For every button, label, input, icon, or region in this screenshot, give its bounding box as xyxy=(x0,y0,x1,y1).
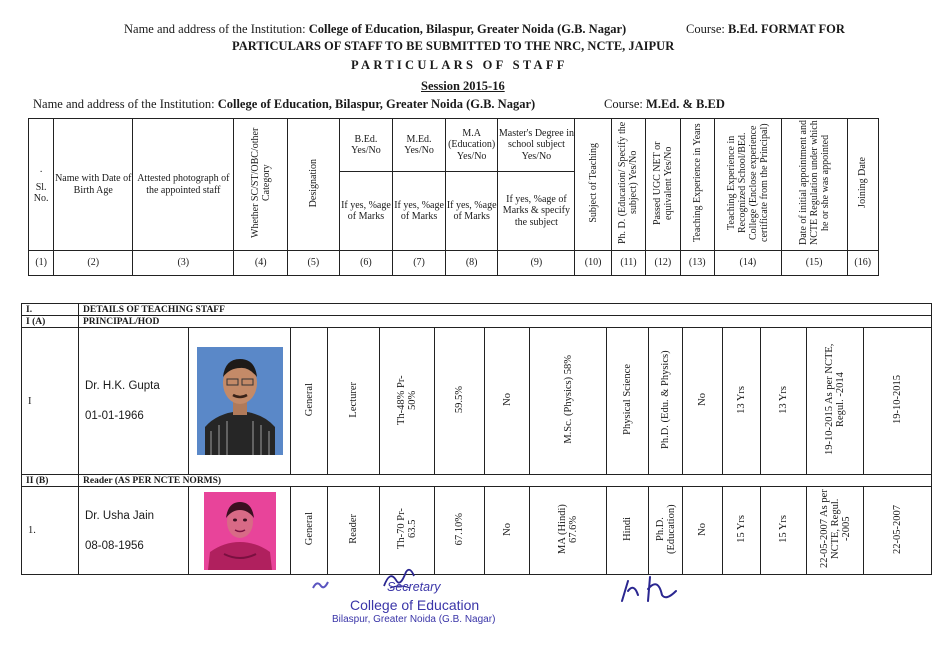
section-title: PRINCIPAL/HOD xyxy=(79,316,932,328)
col-ma-bottom: If yes, %age of Marks xyxy=(445,172,498,251)
staff-photo-cell xyxy=(189,328,291,475)
col-ugc: Passed UGC NET or equivalent Yes/No xyxy=(646,119,680,251)
person-photo-icon xyxy=(204,492,276,570)
staff-appointment: 19-10-2015 As per NCTE, Regul. -2014 xyxy=(807,328,864,475)
col-number: (11) xyxy=(611,251,645,276)
col-number: (13) xyxy=(680,251,714,276)
section-title: Reader (AS PER NCTE NORMS) xyxy=(79,475,932,487)
col-appointment: Date of initial appointment and NCTE Regulation under which he or she was appointed xyxy=(781,119,847,251)
col-masters-bottom: If yes, %age of Marks & specify the subject xyxy=(498,172,575,251)
section-number: II (B) xyxy=(22,475,79,487)
col-number: (7) xyxy=(393,251,446,276)
course-top xyxy=(686,22,845,37)
header-line-2: PARTICULARS OF STAFF TO BE SUBMITTED TO THE NRC, NCTE, JAIPUR xyxy=(232,39,675,53)
staff-name-cell xyxy=(79,487,189,575)
section-row xyxy=(22,316,932,328)
session-title: Session 2015-16 xyxy=(421,79,505,93)
stamp-title: Secretary xyxy=(387,580,441,594)
col-number: (8) xyxy=(445,251,498,276)
stamp-address: Bilaspur, Greater Noida (G.B. Nagar) xyxy=(332,614,496,625)
col-number: (6) xyxy=(339,251,393,276)
staff-exp: 13 Yrs xyxy=(723,328,761,475)
course-second xyxy=(604,97,725,112)
dot-mark: . xyxy=(39,164,43,176)
staff-table xyxy=(21,303,932,575)
col-sl-no: . Sl. No. xyxy=(29,119,54,251)
staff-masters: M.Sc. (Physics) 58% xyxy=(530,328,607,475)
col-number: (2) xyxy=(54,251,133,276)
col-joining: Joining Date xyxy=(847,119,879,251)
staff-name: Dr. Usha Jain xyxy=(85,509,155,522)
col-number: (15) xyxy=(781,251,847,276)
col-masters-top: Master's Degree in school subject Yes/No xyxy=(498,119,575,172)
course-value-2: M.Ed. & B.ED xyxy=(646,97,725,111)
handwritten-signature xyxy=(618,573,680,605)
col-subject: Subject of Teaching xyxy=(575,119,611,251)
institution-name-2: College of Education, Bilaspur, Greater Noida (G.B. Nagar) xyxy=(217,97,536,111)
staff-ugc: No xyxy=(683,487,723,575)
col-designation: Designation xyxy=(288,119,340,251)
institution-label: Name and address of the Institution: xyxy=(124,22,309,36)
column-header-table xyxy=(28,118,879,276)
col-number: (4) xyxy=(234,251,288,276)
col-number: (16) xyxy=(847,251,879,276)
col-exp: Teaching Experience in Years xyxy=(680,119,714,251)
staff-designation: Reader xyxy=(328,487,380,575)
staff-appointment: 22-05-2007 As per NCTE, Regul. -2005 xyxy=(807,487,864,575)
header-line-4 xyxy=(33,97,535,112)
staff-subject: Physical Science xyxy=(607,328,649,475)
section-number: I (A) xyxy=(22,316,79,328)
staff-sl: I xyxy=(22,328,79,475)
col-number: (14) xyxy=(714,251,781,276)
col-number: (3) xyxy=(133,251,234,276)
col-bed-top: B.Ed. Yes/No xyxy=(339,119,393,172)
section-row xyxy=(22,304,932,316)
table-row xyxy=(22,328,932,475)
staff-exp: 15 Yrs xyxy=(723,487,761,575)
staff-category: General xyxy=(291,328,328,475)
col-bed-bottom: If yes, %age of Marks xyxy=(339,172,393,251)
course-value: B.Ed. FORMAT FOR xyxy=(728,22,845,36)
col-category: Whether SC/ST/OBC/other Category xyxy=(234,119,288,251)
person-photo-icon xyxy=(197,347,283,455)
col-number: (10) xyxy=(575,251,611,276)
staff-ma: No xyxy=(485,328,530,475)
staff-bed: Th-70 Pr-63.5 xyxy=(380,487,435,575)
staff-phd: Ph.D. (Edu. & Physics) xyxy=(649,328,683,475)
staff-med: 67.10% xyxy=(435,487,485,575)
col-phd: Ph. D. (Education/ Specify the subject) Yes/No xyxy=(611,119,645,251)
stamp-org: College of Education xyxy=(350,597,480,613)
staff-photo xyxy=(197,347,283,455)
staff-name: Dr. H.K. Gupta xyxy=(85,380,160,392)
course-label: Course: xyxy=(686,22,729,36)
course-label-2: Course: xyxy=(604,97,647,111)
staff-designation: Lecturer xyxy=(328,328,380,475)
staff-dob: 08-08-1956 xyxy=(85,539,144,552)
staff-photo xyxy=(204,492,276,570)
header-line-1 xyxy=(124,22,626,37)
staff-photo-cell xyxy=(189,487,291,575)
section-number: I. xyxy=(22,304,79,316)
col-number: (9) xyxy=(498,251,575,276)
staff-exp-school: 15 Yrs xyxy=(761,487,807,575)
staff-phd: Ph.D. (Education) xyxy=(649,487,683,575)
col-exp-school: Teaching Experience in Recognized School/BEd. College (Enclose experience certificate from the Principal) xyxy=(714,119,781,251)
col-ma-top: M.A (Education) Yes/No xyxy=(445,119,498,172)
staff-ma: No xyxy=(485,487,530,575)
staff-joining: 19-10-2015 xyxy=(864,328,932,475)
col-med-top: M.Ed. Yes/No xyxy=(393,119,446,172)
staff-dob: 01-01-1966 xyxy=(85,410,144,422)
staff-exp-school: 13 Yrs xyxy=(761,328,807,475)
staff-ugc: No xyxy=(683,328,723,475)
col-number: (12) xyxy=(646,251,680,276)
column-number-row xyxy=(29,251,879,276)
section-row xyxy=(22,475,932,487)
staff-subject: Hindi xyxy=(607,487,649,575)
col-med-bottom: If yes, %age of Marks xyxy=(393,172,446,251)
institution-label-2: Name and address of the Institution: xyxy=(33,97,218,111)
header-line-3: PARTICULARS OF STAFF xyxy=(351,58,568,72)
staff-category: General xyxy=(291,487,328,575)
section-title: DETAILS OF TEACHING STAFF xyxy=(79,304,932,316)
staff-med: 59.5% xyxy=(435,328,485,475)
staff-masters: MA (Hindi) 67.6% xyxy=(530,487,607,575)
col-number: (5) xyxy=(288,251,340,276)
signature-mark-left xyxy=(311,578,331,592)
staff-sl: 1. xyxy=(22,487,79,575)
col-name: Name with Date of Birth Age xyxy=(54,119,133,251)
staff-bed: Th-48% Pr- 50% xyxy=(380,328,435,475)
col-photo: Attested photograph of the appointed staff xyxy=(133,119,234,251)
table-row xyxy=(22,487,932,575)
staff-name-cell xyxy=(79,328,189,475)
staff-joining: 22-05-2007 xyxy=(864,487,932,575)
col-number: (1) xyxy=(29,251,54,276)
institution-name: College of Education, Bilaspur, Greater Noida (G.B. Nagar) xyxy=(308,22,627,36)
